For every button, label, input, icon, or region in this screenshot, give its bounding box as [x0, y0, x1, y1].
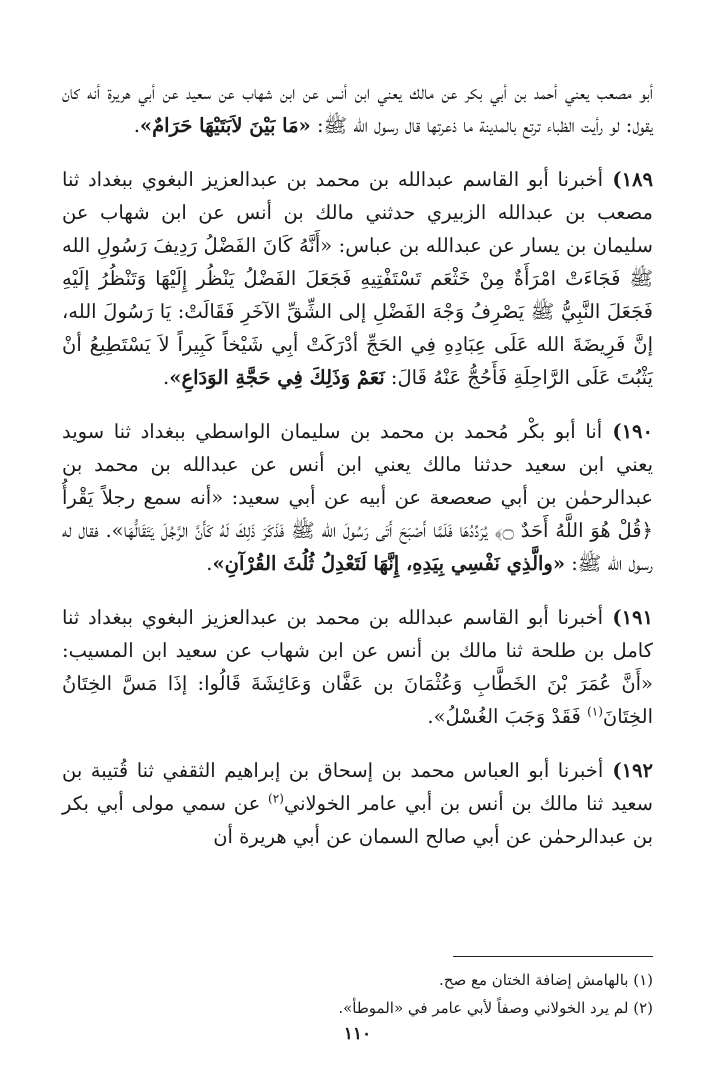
paragraph-text: أخبرنا أبو القاسم عبدالله بن محمد بن عبدالعزيز البغوي ببغداد ثنا كامل بن طلحة ثنا مالك بن أنس عن ابن شهاب عن سعيد ابن المسيب: «أَنَّ عُمَرَ بْنَ الخَطَّابِ وَعُثْمَانَ بن عَفَّان وَعَائِشَةَ قَالُوا: إذَا مَسَّ الخِتَانُ الخِتَانَ — [62, 606, 653, 728]
paragraph-text: . — [163, 366, 170, 389]
paragraph-text: فَقَدْ وَجَبَ الغُسْلُ». — [427, 705, 588, 728]
paragraph-text: أخبرنا أبو العباس محمد بن إسحاق بن إبراهيم الثقفي ثنا قُتيبة بن سعيد ثنا مالك بن أنس بن أبي عامر الخولاني — [62, 759, 653, 815]
page-body — [62, 76, 653, 853]
paragraph — [62, 76, 653, 142]
footnote: (٢) لم يرد الخولاني وصفاً لأبي عامر في «الموطأ». — [338, 999, 653, 1017]
paragraph-text: أخبرنا أبو القاسم عبدالله بن محمد بن عبدالعزيز البغوي ببغداد ثنا مصعب بن عبدالله الزبيري حدثني مالك بن أنس عن ابن شهاب عن سليمان بن يسار عن عبدالله بن عباس: «أَنَّهُ كَانَ الفَضْلُ رَدِيفَ رَسُولِ الله ﷺ فَجَاءَتْ امْرَأَةٌ مِنْ خَثْعَم تَسْتَفْتِيهِ فَجَعَلَ الفَضْلُ يَنْظُر إِلَيْهَا وَتَنْظُرُ إلَيْهِ فَجَعَلَ النَّبِيُّ ﷺ يَصْرِفُ وَجْهَ الفَضْلِ إلى الشِّقِّ الآخَرِ فَقَالَتْ: يَا رَسُولَ الله، إنَّ فَرِيضَةَ الله عَلَى عِبَادِهِ فِي الحَجِّ أدْرَكَتْ أبِي شَيْخاً كَبِيراً لاَ يَسْتَطِيعُ أنْ يَثْبُتَ عَلَى الرَّاحِلَةِ فَأَحُجُّ عَنْهُ قَالَ: — [62, 168, 653, 389]
paragraph-text: عن سمي مولى أبي بكر بن عبدالرحمٰن عن أبي صالح السمان عن أبي هريرة أن — [62, 792, 653, 848]
paragraph-text: أبو مصعب يعني أحمد بن أبي بكر عن مالك يعني ابن أنس عن ابن شهاب عن سعيد عن أبي هريرة أنه كان يقول: لو رأيت الظباء ترتع بالمدينة ما ذعرتها قال رسول الله ﷺ: — [62, 81, 653, 137]
hadith-quote: نَعَمْ وَذَلِكَ فِي حَجَّةِ الوَدَاعِ» — [169, 366, 385, 389]
hadith-number: ١٨٩) — [603, 168, 653, 191]
paragraph — [62, 754, 653, 853]
hadith-number: ١٩٠) — [602, 420, 653, 443]
footnotes — [62, 966, 653, 1022]
footnote-marker[interactable]: (١) — [587, 704, 603, 719]
footnote-marker[interactable]: (٢) — [268, 791, 284, 806]
paragraph — [62, 601, 653, 733]
paragraph — [62, 415, 653, 580]
hadith-number: ١٩١) — [603, 606, 653, 629]
paragraph-text: أنا أبو بكْر مُحمد بن محمد بن سليمان الواسطي ببغداد ثنا سويد يعني ابن سعيد حدثنا مالك يعني ابن أنس عن عبدالله بن محمد بن عبدالرحمٰن بن أبي صعصعة عن أبيه عن أبي سعيد: «أنه سمع رجلاً يَقْرأُ ﴿قُلْ هُوَ اللَّهُ أَحَدٌ ۝﴾ يُرَدِّدُهَا فَلَمَّا أَصْبَحَ أَتَى رَسُولَ الله ﷺ فَذَكَرَ ذَلِكَ لَهُ كَأَنَّ الرَّجُلَ يَتَقَالُّهَا». فقال له رسول الله ﷺ: — [62, 420, 653, 575]
hadith-quote: «والَّذِي نَفْسِي بِيَدِهِ، إِنَّهَا لَتَعْدِلُ ثُلُثَ القُرْآنِ» — [212, 552, 566, 575]
footnote: (١) بالهامش إضافة الختان مع صح. — [439, 971, 653, 989]
paragraph — [62, 163, 653, 394]
paragraph-text: . — [206, 552, 213, 575]
page-number: ١١٠ — [343, 1024, 372, 1044]
footnote-separator — [453, 956, 653, 957]
paragraph-text: . — [133, 114, 140, 137]
hadith-number: ١٩٢) — [603, 759, 653, 782]
hadith-quote: «مَا بَيْنَ لاَبَتَيْهَا حَرَامٌ» — [139, 114, 311, 137]
